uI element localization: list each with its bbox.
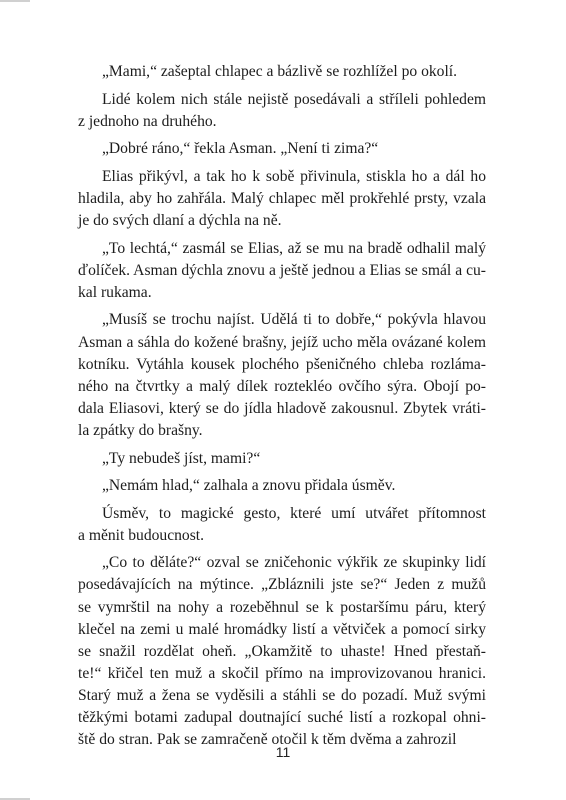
text-line: dala Eliasovi, který se do jídla hladově zakousnul. Zbytek vráti- (78, 399, 486, 417)
text-line: „Ty nebudeš jíst, mami?“ (102, 449, 261, 467)
text-line: Lidé kolem nich stále nejistě posedávali a stříleli pohledem (102, 90, 486, 108)
page-number: 11 (275, 744, 291, 760)
body-text (78, 61, 486, 757)
text-line: „Nemám hlad,“ zalhala a znovu přidala úsměv. (102, 477, 396, 495)
scan-edge-top (0, 0, 30, 2)
paragraph (78, 552, 486, 751)
paragraph (78, 61, 486, 83)
text-line: la zpátky do brašny. (78, 421, 203, 439)
text-line: Starý muž a žena se vyděsili a stáhli se do pozadí. Muž svými (78, 686, 486, 704)
text-line: kal rukama. (78, 283, 152, 301)
text-line: z jednoho na druhého. (78, 112, 217, 130)
text-line: Asman a sáhla do kožené brašny, jejíž ucho měla ovázané kolem (78, 333, 486, 351)
text-line: „Dobré ráno,“ řekla Asman. „Není ti zima?“ (102, 140, 379, 158)
text-line: hladila, aby ho zahřála. Malý chlapec měl prokřehlé prsty, vzala (78, 189, 486, 207)
text-line: kotníku. Vytáhla kousek plochého pšeničného chleba rozláma- (78, 355, 486, 373)
text-line: „Musíš se trochu najíst. Udělá ti to dobře,“ pokývla hlavou (102, 311, 486, 329)
paragraph (78, 309, 486, 442)
paragraph (78, 503, 486, 547)
text-line: klečel na zemi u malé hromádky listí a větviček a pomocí sirky (78, 620, 486, 638)
text-line: ného na čtvrtky a malý dílek roztekléo ovčího sýra. Obojí po- (78, 377, 486, 395)
paragraph (78, 89, 486, 133)
text-line: je do svých dlaní a dýchla na ně. (78, 212, 282, 230)
text-line: ďolíček. Asman dýchla znovu a ještě jednou a Elias se smál a cu- (78, 261, 486, 279)
paragraph (78, 166, 486, 232)
text-line: „To lechtá,“ zasmál se Elias, až se mu na bradě odhalil malý (102, 239, 486, 257)
paragraph (78, 238, 486, 304)
text-line: a měnit budoucnost. (78, 526, 205, 544)
text-line: posedávajících na mýtince. „Zbláznili jste se?“ Jeden z mužů (78, 576, 486, 594)
text-line: Úsměv, to magické gesto, které umí utvářet přítomnost (102, 504, 486, 522)
text-line: ště do stran. Pak se zamračeně otočil k těm dvěma a zahrozil (78, 731, 457, 749)
text-line: těžkými botami zadupal doutnající suché listí a rozkopal ohni- (78, 709, 486, 727)
text-line: se snažil rozdělat oheň. „Okamžitě to uhaste! Hned přestaň- (78, 642, 486, 660)
text-line: Elias přikývl, a tak ho k sobě přivinula, stiskla ho a dál ho (102, 167, 486, 185)
text-line: se vymrštil na nohy a rozeběhnul se k postaršímu páru, který (78, 598, 486, 616)
text-line: „Co to děláte?“ ozval se zničehonic výkřik ze skupinky lidí (102, 554, 486, 572)
paragraph (78, 448, 486, 470)
text-line: „Mami,“ zašeptal chlapec a bázlivě se rozhlížel po okolí. (102, 63, 458, 80)
paragraph (78, 138, 486, 160)
text-line: te!“ křičel ten muž a skočil přímo na improvizovanou hranici. (78, 664, 486, 682)
paragraph (78, 475, 486, 497)
